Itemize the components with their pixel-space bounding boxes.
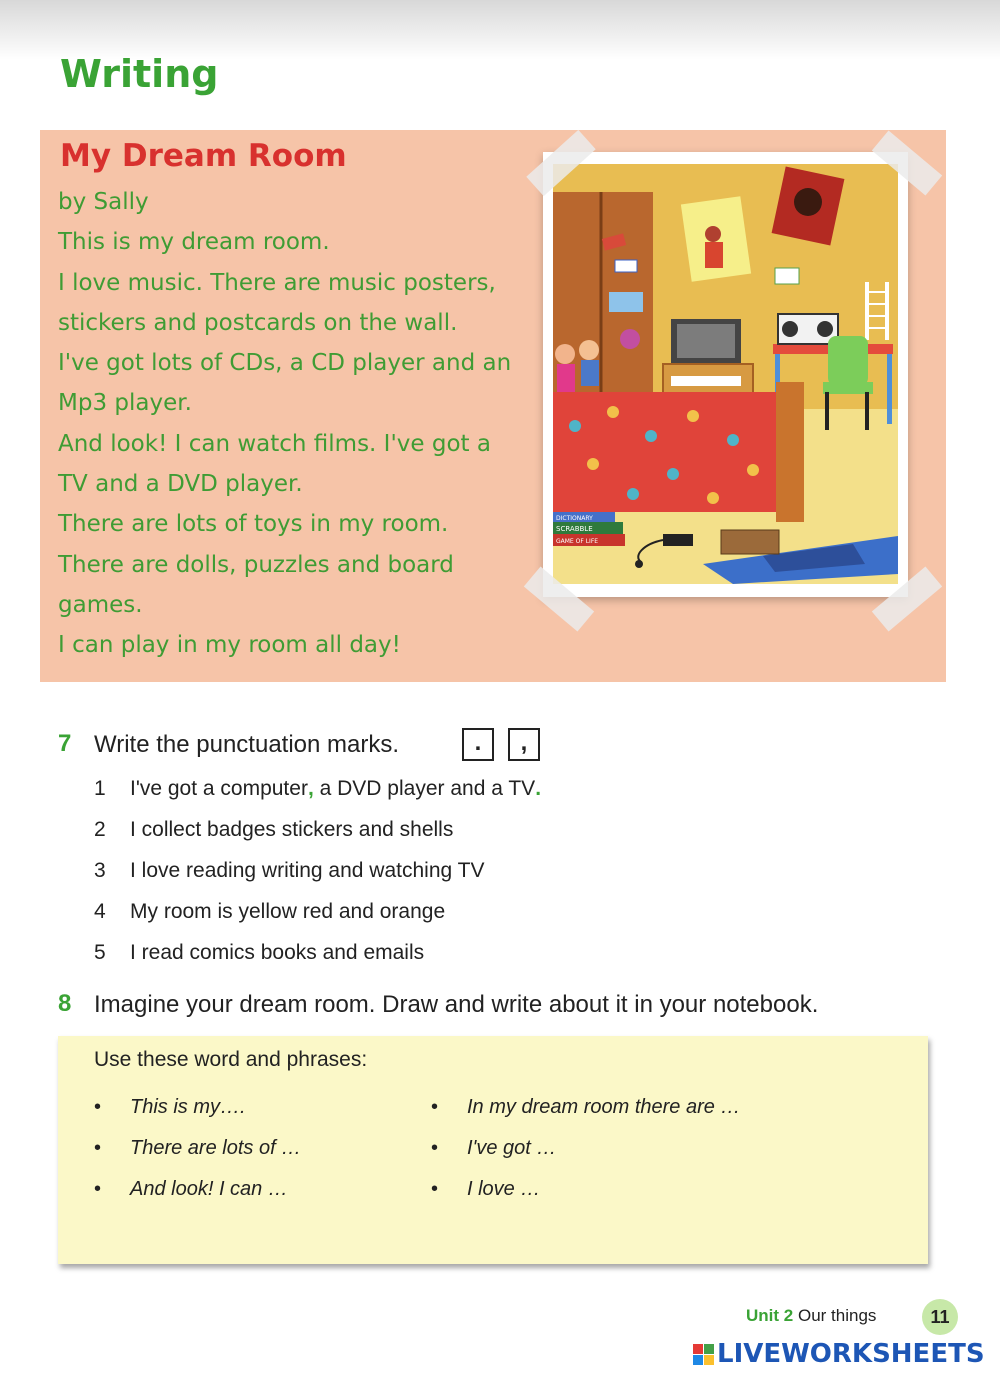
phrase-item bbox=[431, 1129, 740, 1170]
item-text[interactable]: I collect badges stickers and shells bbox=[130, 818, 454, 841]
item-text: I've got a computer bbox=[130, 777, 308, 800]
exercise-item bbox=[94, 811, 794, 852]
phrase-text: And look! I can … bbox=[130, 1178, 288, 1200]
phrases-heading: Use these word and phrases: bbox=[94, 1048, 368, 1071]
phrase-item bbox=[94, 1129, 301, 1170]
item-number: 1 bbox=[94, 777, 106, 800]
book-label: DICTIONARY bbox=[556, 515, 593, 522]
phrase-text: I've got … bbox=[467, 1137, 557, 1159]
item-text[interactable]: I read comics books and emails bbox=[130, 941, 425, 964]
item-text: a DVD player and a TV bbox=[313, 777, 536, 800]
phrase-item bbox=[431, 1170, 740, 1211]
unit-title: Our things bbox=[797, 1306, 877, 1325]
item-number: 5 bbox=[94, 941, 106, 964]
bullet-icon: • bbox=[94, 1178, 102, 1200]
page-number: 11 bbox=[922, 1299, 958, 1335]
phrases-box bbox=[58, 1036, 928, 1264]
story-text bbox=[58, 182, 528, 666]
top-shadow bbox=[0, 0, 1000, 60]
section-heading: Writing bbox=[60, 52, 219, 96]
phrase-text: In my dream room there are … bbox=[467, 1096, 741, 1118]
phrases-left-column bbox=[94, 1088, 301, 1211]
punctuation-box-period: . bbox=[462, 728, 494, 761]
exercise-item bbox=[94, 770, 794, 811]
exercise-item bbox=[94, 893, 794, 934]
exercise-7-list bbox=[94, 770, 794, 975]
phrases-right-column bbox=[431, 1088, 740, 1211]
room-drawing bbox=[553, 164, 898, 584]
story-line: I can play in my room all day! bbox=[58, 632, 401, 659]
answer-mark: . bbox=[535, 777, 542, 800]
book-label: GAME OF LIFE bbox=[556, 538, 599, 545]
room-illustration bbox=[543, 152, 908, 597]
logo-icon bbox=[693, 1344, 714, 1365]
liveworksheets-logo bbox=[693, 1338, 985, 1370]
unit-number: Unit 2 bbox=[746, 1306, 794, 1325]
punctuation-box-comma: , bbox=[508, 728, 540, 761]
bullet-icon: • bbox=[431, 1178, 439, 1200]
item-number: 3 bbox=[94, 859, 106, 882]
bullet-icon: • bbox=[94, 1137, 102, 1159]
story-line: Mp3 player. bbox=[58, 390, 192, 417]
bullet-icon: • bbox=[431, 1096, 439, 1118]
story-line: This is my dream room. bbox=[58, 229, 330, 256]
story-line: And look! I can watch films. I've got a bbox=[58, 430, 491, 457]
story-title: My Dream Room bbox=[60, 138, 347, 174]
exercise-8-number: 8 bbox=[58, 990, 72, 1017]
phrase-item bbox=[94, 1088, 301, 1129]
book-label: SCRABBLE bbox=[556, 525, 593, 533]
phrase-item bbox=[431, 1088, 740, 1129]
phrase-text: There are lots of … bbox=[130, 1137, 302, 1159]
phrase-text: I love … bbox=[467, 1178, 541, 1200]
story-line: games. bbox=[58, 591, 143, 618]
exercise-8-instruction: Imagine your dream room. Draw and write about it in your notebook. bbox=[94, 991, 819, 1018]
phrase-item bbox=[94, 1170, 301, 1211]
unit-label bbox=[746, 1306, 876, 1326]
story-line: There are dolls, puzzles and board bbox=[58, 551, 454, 578]
story-line: I've got lots of CDs, a CD player and an bbox=[58, 350, 512, 377]
item-number: 4 bbox=[94, 900, 106, 923]
phrase-text: This is my…. bbox=[130, 1096, 246, 1118]
story-line: There are lots of toys in my room. bbox=[58, 511, 449, 538]
exercise-7-instruction: Write the punctuation marks. bbox=[94, 731, 400, 758]
story-line: stickers and postcards on the wall. bbox=[58, 309, 458, 336]
bullet-icon: • bbox=[431, 1137, 439, 1159]
bullet-icon: • bbox=[94, 1096, 102, 1118]
item-number: 2 bbox=[94, 818, 106, 841]
exercise-item bbox=[94, 852, 794, 893]
exercise-item bbox=[94, 934, 794, 975]
item-text[interactable]: I love reading writing and watching TV bbox=[130, 859, 485, 882]
answer-mark: , bbox=[307, 777, 314, 800]
item-text[interactable]: My room is yellow red and orange bbox=[130, 900, 446, 923]
story-line: by Sally bbox=[58, 189, 149, 215]
story-line: TV and a DVD player. bbox=[58, 471, 303, 498]
exercise-7-number: 7 bbox=[58, 730, 72, 757]
brand-text: LIVEWORKSHEETS bbox=[717, 1339, 985, 1369]
story-line: I love music. There are music posters, bbox=[58, 269, 496, 296]
